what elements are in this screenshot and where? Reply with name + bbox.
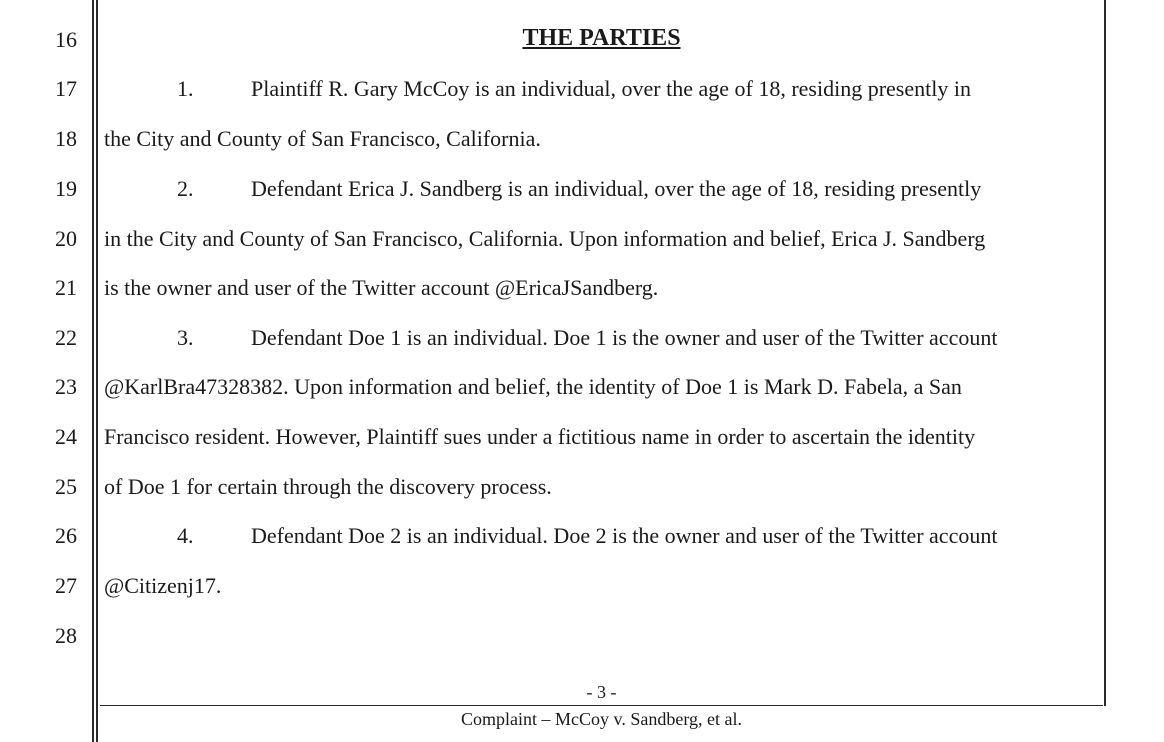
paragraph-line: in the City and County of San Francisco, California. Upon information and belief, Erica J. Sandberg: [104, 226, 986, 251]
paragraph-first-line: Plaintiff R. Gary McCoy is an individual, over the age of 18, residing presently in: [251, 76, 971, 101]
paragraph-line: of Doe 1 for certain through the discovery process.: [104, 474, 552, 499]
footer-title: Complaint – McCoy v. Sandberg, et al.: [461, 709, 742, 729]
line-number: 27: [55, 573, 77, 598]
page-number: - 3 -: [586, 682, 617, 702]
line-number: 23: [55, 374, 77, 399]
line-number: 16: [55, 27, 77, 52]
paragraph-line: the City and County of San Francisco, California.: [104, 126, 541, 151]
paragraph-first-line: Defendant Erica J. Sandberg is an individual, over the age of 18, residing presently: [251, 176, 982, 201]
left-margin-rule-outer: [92, 0, 94, 742]
line-number: 19: [55, 176, 77, 201]
line-number: 22: [55, 325, 77, 350]
line-number: 25: [55, 474, 77, 499]
line-number: 20: [55, 226, 77, 251]
paragraph-number: 1.: [177, 76, 194, 101]
footer-divider: [100, 705, 1103, 706]
line-number: 21: [55, 275, 77, 300]
paragraph-number: 3.: [177, 325, 194, 350]
paragraph-line: @KarlBra47328382. Upon information and belief, the identity of Doe 1 is Mark D. Fabela, a San: [104, 374, 962, 399]
paragraph-first-line: Defendant Doe 2 is an individual. Doe 2 is the owner and user of the Twitter account: [251, 523, 998, 548]
paragraph-number: 2.: [177, 176, 194, 201]
line-number: 24: [55, 424, 77, 449]
left-margin-rule-inner: [96, 0, 98, 742]
line-number: 28: [55, 623, 77, 648]
line-number: 17: [55, 76, 77, 101]
paragraph-line: is the owner and user of the Twitter account @EricaJSandberg.: [104, 275, 659, 300]
line-number: 18: [55, 126, 77, 151]
paragraph-number: 4.: [177, 523, 194, 548]
paragraph-first-line: Defendant Doe 1 is an individual. Doe 1 is the owner and user of the Twitter account: [251, 325, 998, 350]
paragraph-line: @Citizenj17.: [104, 573, 222, 598]
right-margin-rule: [1104, 0, 1106, 706]
line-number: 26: [55, 523, 77, 548]
paragraph-line: Francisco resident. However, Plaintiff sues under a fictitious name in order to ascertain the identity: [104, 424, 976, 449]
section-heading: THE PARTIES: [522, 25, 681, 51]
